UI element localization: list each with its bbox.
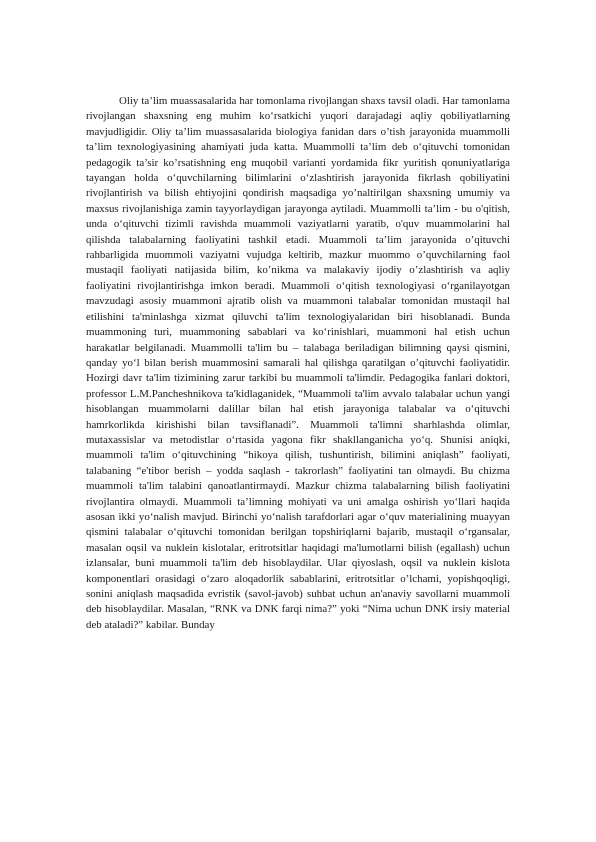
body-paragraph: Oliy ta’lim muassasalarida har tomonlama rivojlangan shaxs tavsil oladi. Har tamonlama rivojlangan shaxsning eng muhim ko‘rsatkichi yuqori darajadagi aqliy qobiliyatlarning mavjudligidir. Oliy ta’lim muassasalarida biologiya fanidan dars o’tish jarayonida muammolli ta’lim texnologiyasining ahamiyati juda katta. Muammolli ta’lim deb o‘qituvchi tomonidan pedagogik ta’sir ko’rsatishning eng muqobil varianti yordamida fikr yuritish qonuniyatlariga tayangan holda o‘quvchilarning bilimlarini o‘zlashtirish jarayonida fikrlash qobiliyatini rivojlantirish va bilish ehtiyojini qondirish maqsadiga yo’naltirilgan shaxsning umumiy va maxsus rivojlanishiga zamin tayyorlaydigan jarayonga aytiladi. Muammolli ta’lim - bu o'qitish, unda o‘qituvchi tizimli ravishda muammoli vaziyatlarni yaratib, o'quv muammolarini hal qilishda talabalarning faoliyatini tashkil etadi. Muammoli ta’lim jarayonida o’qituvchi rahbarligida muommoli vaziyatni vujudga keltirib, mazkur muommo o’quvchilarning faol mustaqil faoliyati natijasida bilim, ko’nikma va malakaviy ijodiy o’zlashtirish va aqliy faoliyatini rivojlantirishga imkon beradi. Muammoli o‘qitish texnologiyasi o‘rganilayotgan mavzudagi asosiy muammoni ajratib olish va muammoni talabalar tomonidan mustaqil hal etilishini ta'minlashga xizmat qiluvchi ta'lim texnologiyalaridan biri hisoblanadi. Bunda muammoning turi, muammoning sabablari va ko‘rinishlari, muammoni hal etish uchun harakatlar belgilanadi. Muammolli ta'lim bu – talabaga beriladigan bilimning qaysi qismini, qanday yo‘l bilan berish muammosini samarali hal qilishga qaratilgan o’qituvchi faoliyatidir. Hozirgi davr ta'lim tizimining zarur tarkibi bu muammoli ta'limdir. Pedagogika fanlari doktori, professor L.M.Pancheshnikova ta'kidlaganidek, “Muammoli ta'lim avvalo talabalar uchun yangi hisoblangan muammolarni dalillar bilan hal etish jarayoniga talabalar va o‘qituvchi hamrkorlikda kirishishi bilan tavsiflanadi”. Muammoli ta'limni sharhlashda olimlar, mutaxassislar va metodistlar o‘rtasida yagona fikr shakllanganicha yo‘q. Shunisi aniqki, muammoli ta'lim o‘qituvchining “hikoya qilish, tushuntirish, bilimini aniqlash” faoliyati, talabaning “e'tibor berish – yodda saqlash - takrorlash” faoliyatini tan olmaydi. Bu chizma muammoli ta'lim talabini qanoatlantirmaydi. Mazkur chizma talabalarning bilish faoliyatini rivojlantira olmaydi. Muammoli ta’limning mohiyati va uni amalga oshirish yo‘llari haqida asosan ikki yo‘nalish mavjud. Birinchi yo‘nalish tarafdorlari agar o‘quv materialining muayyan qismini talabalar o‘qituvchi tomonidan berilgan topshiriqlarni bajarib, mustaqil o‘rgansalar, masalan oqsil va nuklein kislotalar, eritrotsitlar haqidagi ma'lumotlarni bilish (egallash) uchun izlansalar, buni muammoli ta'lim deb hisoblaydilar. Ular qiyoslash, oqsil va nuklein kislota komponentlari orasidagi o‘zaro aloqadorlik sabablarini, eritrotsitlar o’lchami, yopishqoqligi, sonini aniqlash maqsadida evristik (savol-javob) suhbat uchun an'anaviy savollarni muammoli deb hisoblaydilar. Masalan, “RNK va DNK farqi nima?” yoki “Nima uchun DNK irsiy material deb ataladi?” kabilar. Bunday — [86, 95, 510, 631]
